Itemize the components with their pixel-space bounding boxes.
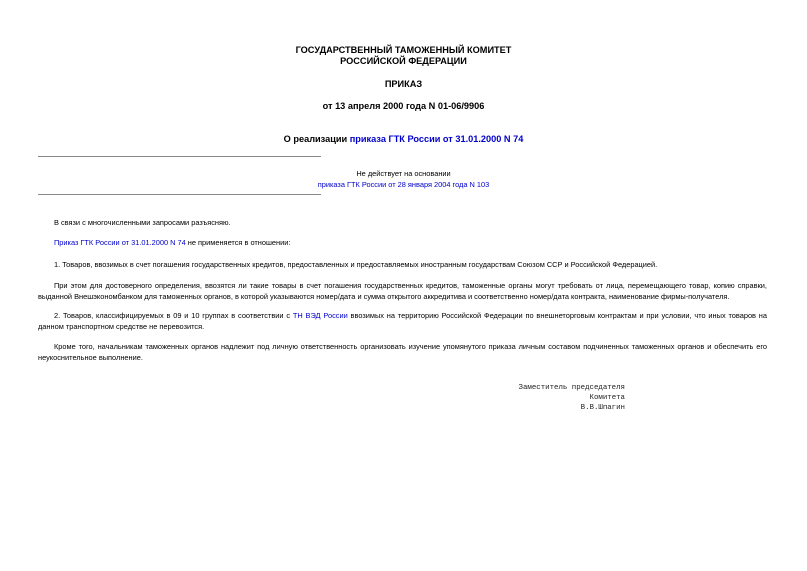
paragraph-verification: При этом для достоверного определения, ввозятся ли такие товары в счет погашения государственных кредитов, таможенные органы могут требовать от лица, перемещающего товар, копию справки, выданной Внешэкономбанком для таможенных органов, в которой указываются номер/дата и сумма открытого аккредитива и соответственно номер/дата контракта, наименование фирмы-получателя. — [38, 281, 767, 301]
paragraph-item-1: 1. Товаров, ввозимых в счет погашения государственных кредитов, предоставленных и предоставляемых иностранным государствам Союзом ССР и Российской Федерацией. — [54, 260, 658, 269]
document-subject — [0, 134, 807, 145]
paragraph-responsibility: Кроме того, начальникам таможенных органов надлежит под личную ответственность организовать изучение упомянутого приказа личным составом подчиненных таможенных органов и обеспечить его неукоснительное выполнение. — [38, 342, 767, 362]
subject-link[interactable]: приказа ГТК России от 31.01.2000 N 74 — [349, 134, 524, 144]
divider-bottom — [38, 194, 321, 195]
paragraph-not-applied — [38, 237, 767, 248]
subject-prefix: О реализации — [283, 134, 350, 144]
paragraph-not-applied-text: не применяется в отношении: — [185, 238, 291, 247]
item-2-pre: 2. Товаров, классифицируемых в 09 и 10 группах в соответствии с — [54, 311, 293, 320]
tn-ved-link[interactable]: ТН ВЭД России — [292, 311, 348, 320]
document-date: от 13 апреля 2000 года N 01-06/9906 — [322, 101, 485, 111]
signature-title: Заместитель председателя — [518, 384, 625, 392]
org-name-line2: РОССИЙСКОЙ ФЕДЕРАЦИИ — [340, 56, 467, 66]
status-note-link[interactable]: приказа ГТК России от 28 января 2004 года N 103 — [317, 180, 490, 189]
status-note-text: Не действует на основании — [356, 169, 451, 178]
paragraph-intro: В связи с многочисленными запросами разъясняю. — [54, 218, 231, 227]
item-2-post: ввозимых на территорию Российской Федерации по внешнеторговым контрактам и при условии, что иных товаров на данном транспортном средстве не перевозится. — [38, 311, 767, 331]
order-74-link[interactable]: Приказ ГТК России от 31.01.2000 N 74 — [54, 238, 186, 247]
org-name-line1: ГОСУДАРСТВЕННЫЙ ТАМОЖЕННЫЙ КОМИТЕТ — [295, 45, 512, 55]
signature-name: В.В.Шпагин — [580, 404, 625, 412]
signature-org: Комитета — [589, 394, 625, 402]
document-type: ПРИКАЗ — [384, 79, 423, 89]
divider-top — [38, 156, 321, 157]
paragraph-item-2 — [38, 310, 767, 332]
